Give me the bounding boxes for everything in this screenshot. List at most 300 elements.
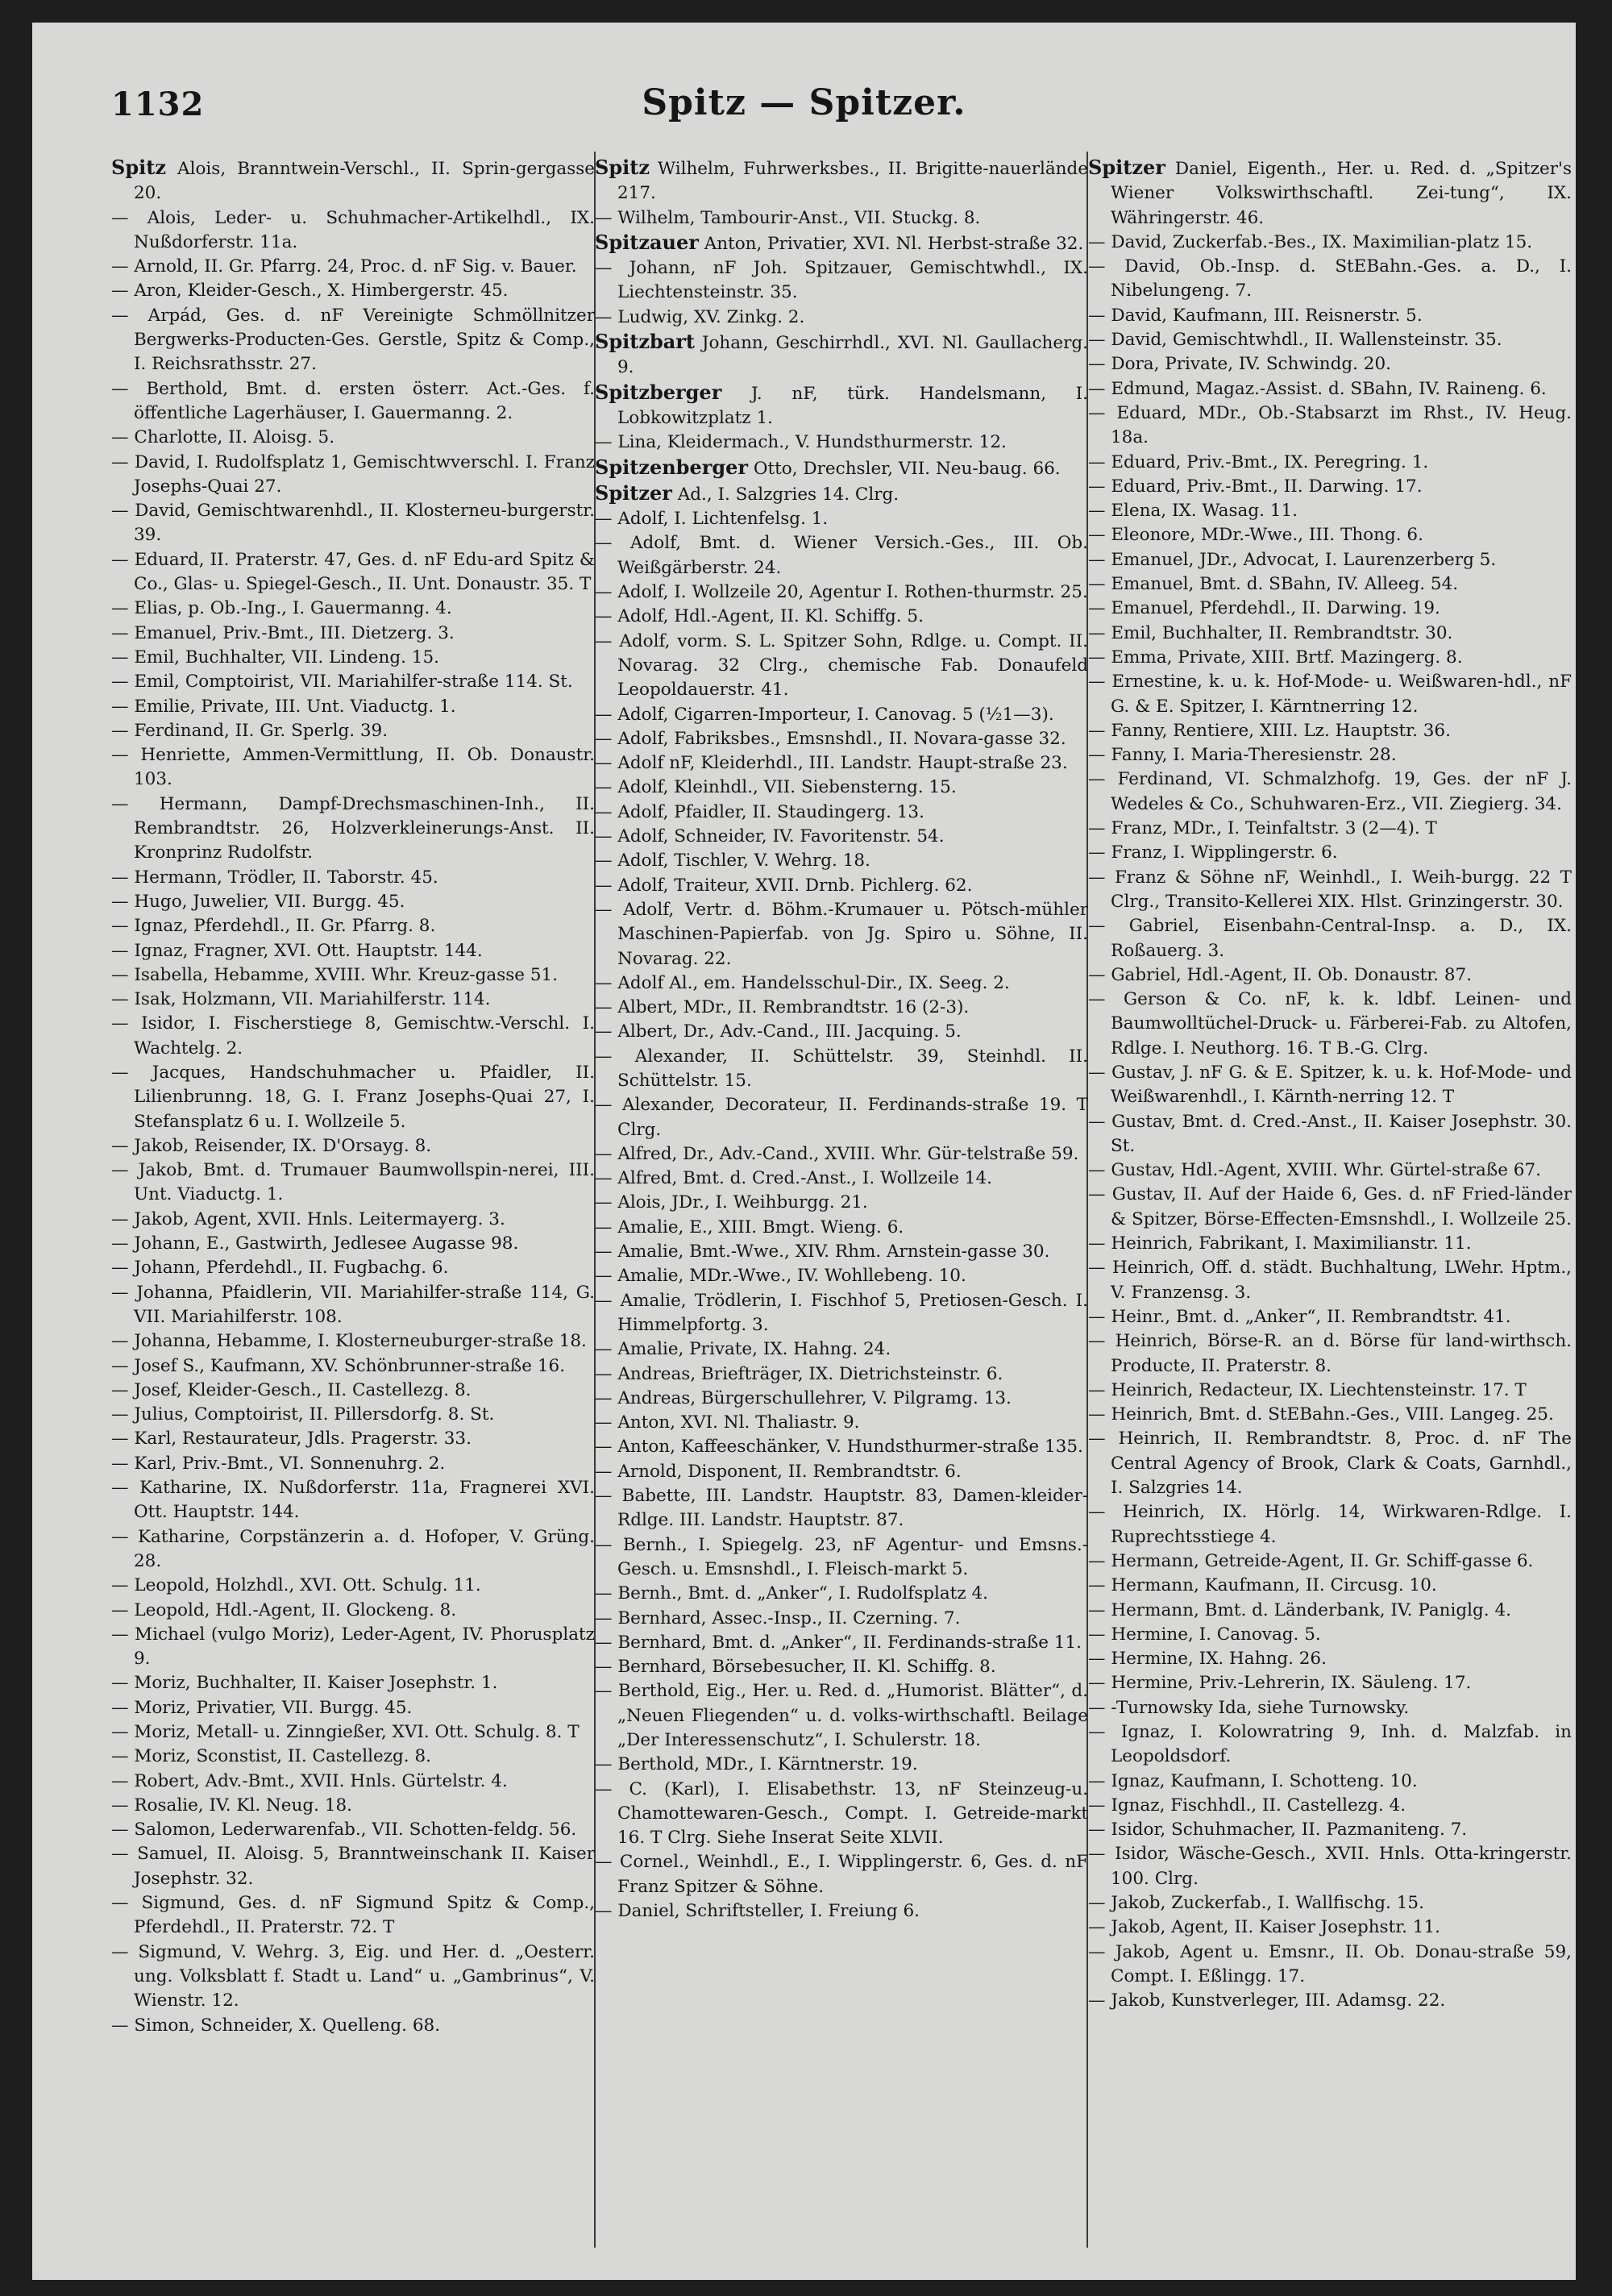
directory-entry: [595, 1631, 1088, 1655]
entry-text: — Jakob, Bmt. d. Trumauer Baumwollspin-nerei, III. Unt. Viaductg. 1.: [111, 1160, 595, 1205]
entry-text: — Ferdinand, VI. Schmalzhofg. 19, Ges. der nF J. Wedeles & Co., Schuhwaren-Erz., VII. Ziegierg. 34.: [1088, 769, 1572, 814]
directory-entry: [1088, 1329, 1572, 1379]
entry-text: — Hermann, Bmt. d. Länderbank, IV. Paniglg. 4.: [1088, 1599, 1511, 1620]
directory-entry: [111, 866, 595, 890]
entry-text: — Katharine, IX. Nußdorferstr. 11a, Fragnerei XVI. Ott. Hauptstr. 144.: [111, 1478, 595, 1523]
entry-text: — Arpád, Ges. d. nF Vereinigte Schmöllnitzer Bergwerks-Producten-Ges. Gerstle, Spitz & Comp., I. Reichsrathsstr. 27.: [111, 305, 595, 375]
entry-text: — Karl, Restaurateur, Jdls. Pragerstr. 33.: [111, 1429, 472, 1450]
directory-entry: [111, 988, 595, 1012]
directory-entry: [1088, 377, 1572, 401]
directory-entry: [1088, 963, 1572, 988]
entry-text: — Ferdinand, II. Gr. Sperlg. 39.: [111, 720, 388, 741]
directory-entry: [1088, 1256, 1572, 1305]
entry-text: — Hermine, Priv.-Lehrerin, IX. Säuleng. 17.: [1088, 1673, 1472, 1694]
directory-entry: [595, 898, 1088, 971]
entry-text: — -Turnowsky Ida, siehe Turnowsky.: [1088, 1697, 1410, 1718]
directory-entry: [111, 1818, 595, 1842]
directory-entry: [111, 304, 595, 377]
entry-text: — Johann, E., Gastwirth, Jedlesee Augasse 98.: [111, 1233, 519, 1254]
entry-text: — Heinrich, Börse-R. an d. Börse für land-wirthsch. Producte, II. Praterstr. 8.: [1088, 1331, 1572, 1376]
entry-text: — Gabriel, Eisenbahn-Central-Insp. a. D., IX. Roßauerg. 3.: [1088, 916, 1572, 961]
entry-text: — Charlotte, II. Aloisg. 5.: [111, 427, 335, 448]
entry-text: — Johann, Pferdehdl., II. Fugbachg. 6.: [111, 1258, 449, 1279]
entry-text: — David, Kaufmann, III. Reisnerstr. 5.: [1088, 305, 1423, 326]
directory-entry: [595, 206, 1088, 231]
directory-entry: [1088, 767, 1572, 817]
directory-entry: [111, 1671, 595, 1695]
entry-text: — Jakob, Kunstverleger, III. Adamsg. 22.: [1088, 1990, 1446, 2011]
entry-text: — Adolf, Kleinhdl., VII. Siebensterng. 15.: [595, 777, 957, 798]
directory-entry: [595, 874, 1088, 898]
entry-text: — Leopold, Hdl.-Agent, II. Glockeng. 8.: [111, 1599, 457, 1620]
entry-text: — Dora, Private, IV. Schwindg. 20.: [1088, 354, 1391, 375]
directory-entry: [111, 255, 595, 279]
entry-text: — Ernestine, k. u. k. Hof-Mode- u. Weißwaren-hdl., nF G. & E. Spitzer, I. Kärntnerring 12.: [1088, 672, 1572, 717]
entry-text: — Bernhard, Bmt. d. „Anker“, II. Ferdinands-straße 11.: [595, 1632, 1082, 1653]
directory-entry: [111, 1134, 595, 1158]
directory-entry: [111, 451, 595, 500]
entry-text: — Eduard, Priv.-Bmt., II. Darwing. 17.: [1088, 476, 1423, 497]
directory-entry: [595, 1460, 1088, 1484]
entry-text: — Isidor, Wäsche-Gesch., XVII. Hnls. Otta-kringerstr. 100. Clrg.: [1088, 1844, 1572, 1889]
entry-text: — Gustav, Hdl.-Agent, XVIII. Whr. Gürtel-straße 67.: [1088, 1160, 1541, 1181]
entry-text: — Adolf, Pfaidler, II. Staudingerg. 13.: [595, 801, 924, 822]
directory-entry: [111, 426, 595, 450]
directory-entry: [1088, 523, 1572, 547]
directory-entry: [111, 377, 595, 426]
directory-entry: [111, 597, 595, 621]
directory-entry: [1088, 866, 1572, 915]
entry-text: — Adolf, I. Wollzeile 20, Agentur I. Rothen-thurmstr. 25.: [595, 582, 1088, 603]
directory-entry: [595, 381, 1088, 431]
directory-entry: [1088, 1891, 1572, 1915]
entry-text: Anton, Privatier, XVI. Nl. Herbst-straße 32.: [698, 233, 1084, 254]
directory-entry: [1088, 1574, 1572, 1598]
entry-text: — Moriz, Privatier, VII. Burgg. 45.: [111, 1697, 413, 1718]
directory-entry: [1088, 255, 1572, 304]
entry-text: — Ignaz, Pferdehdl., II. Gr. Pfarrg. 8.: [111, 916, 436, 937]
directory-entry: [595, 1850, 1088, 1899]
directory-entry: [1088, 646, 1572, 670]
directory-entry: [595, 430, 1088, 455]
directory-entry: [595, 1362, 1088, 1387]
directory-entry: [595, 849, 1088, 873]
entry-text: — C. (Karl), I. Elisabethstr. 13, nF Steinzeug-u. Chamottewaren-Gesch., Compt. I. Getreide-markt 16. T Clrg. Siehe Inserat Seite XLVII.: [595, 1778, 1088, 1849]
entry-text: — Franz & Söhne nF, Weinhdl., I. Weih-burgg. 22 T Clrg., Transito-Kellerei XIX. Hlst. Grinzingerstr. 30.: [1088, 867, 1572, 912]
directory-entry: [595, 630, 1088, 703]
directory-entry: [111, 1452, 595, 1476]
entry-text: — Babette, III. Landstr. Hauptstr. 83, Damen-kleider-Rdlge. III. Landstr. Hauptstr. 87.: [595, 1486, 1088, 1531]
entry-text: — Aron, Kleider-Gesch., X. Himbergerstr. 45.: [111, 281, 509, 302]
directory-entry: [1088, 548, 1572, 572]
directory-entry: [1088, 231, 1572, 255]
entry-text: — Johanna, Hebamme, I. Klosterneuburger-straße 18.: [111, 1331, 587, 1352]
directory-entry: [595, 1240, 1088, 1264]
directory-entry: [595, 1289, 1088, 1338]
directory-entry: [111, 1232, 595, 1256]
directory-entry: [111, 743, 595, 792]
directory-entry: [595, 1582, 1088, 1606]
entry-text: — Adolf, Schneider, IV. Favoritenstr. 54.: [595, 826, 945, 847]
entry-text: — Amalie, Private, IX. Hahng. 24.: [595, 1339, 891, 1360]
entry-text: — Hermine, IX. Hahng. 26.: [1088, 1649, 1327, 1670]
entry-text: — Berthold, MDr., I. Kärntnerstr. 19.: [595, 1754, 918, 1775]
directory-entry: [1088, 719, 1572, 743]
directory-entry: [1088, 988, 1572, 1061]
entry-text: — Alexander, Decorateur, II. Ferdinands-straße 19. T Clrg.: [595, 1095, 1088, 1140]
entry-text: — Michael (vulgo Moriz), Leder-Agent, IV. Phorusplatz 9.: [111, 1624, 595, 1670]
directory-entry: [1088, 817, 1572, 841]
entry-text: — Jakob, Zuckerfab., I. Wallfischg. 15.: [1088, 1893, 1424, 1914]
directory-entry: [595, 751, 1088, 776]
directory-entry: [595, 1020, 1088, 1044]
directory-entry: [1088, 622, 1572, 646]
directory-entry: [1088, 1818, 1572, 1842]
directory-entry: [595, 1191, 1088, 1215]
directory-entry: [1088, 1403, 1572, 1427]
entry-text: — Julius, Comptoirist, II. Pillersdorfg. 8. St.: [111, 1404, 495, 1425]
entry-text: — Adolf, Bmt. d. Wiener Versich.-Ges., III. Ob. Weißgärberstr. 24.: [595, 533, 1088, 578]
page-number: 1132: [111, 85, 205, 123]
directory-entry: [1088, 499, 1572, 523]
directory-entry: [595, 1045, 1088, 1094]
entry-text: — Emanuel, Bmt. d. SBahn, IV. Alleeg. 54.: [1088, 574, 1459, 595]
directory-entry: [111, 1281, 595, 1330]
entry-text: — Heinrich, Off. d. städt. Buchhaltung, LWehr. Hptm., V. Franzensg. 3.: [1088, 1258, 1572, 1303]
entry-text: — Ignaz, Kaufmann, I. Schotteng. 10.: [1088, 1770, 1418, 1791]
entry-text: — Sigmund, Ges. d. nF Sigmund Spitz & Comp., Pferdehdl., II. Praterstr. 72. T: [111, 1893, 595, 1938]
entry-text: — Adolf, Vertr. d. Böhm.-Krumauer u. Pötsch-mühler Maschinen-Papierfab. von Jg. Spiro u. Söhne, II. Novarag. 22.: [595, 899, 1088, 969]
directory-entry: [1088, 1647, 1572, 1671]
directory-entry: [1088, 156, 1572, 231]
entry-text: — Josef S., Kaufmann, XV. Schönbrunner-straße 16.: [111, 1355, 566, 1376]
entry-text: — Jacques, Handschuhmacher u. Pfaidler, II. Lilienbrunng. 18, G. I. Franz Josephs-Quai 27, I. Stefansplatz 6 u. I. Wollzeile 5.: [111, 1062, 595, 1132]
directory-entry: [111, 1476, 595, 1525]
directory-entry: [1088, 328, 1572, 352]
entry-text: — Bernhard, Assec.-Insp., II. Czerning. 7.: [595, 1608, 961, 1628]
directory-entry: [111, 939, 595, 963]
directory-entry: [595, 727, 1088, 751]
directory-entry: [111, 914, 595, 938]
directory-entry: [111, 156, 595, 206]
entry-text: Ad., I. Salzgries 14. Clrg.: [671, 484, 899, 505]
entry-text: — Arnold, II. Gr. Pfarrg. 24, Proc. d. nF Sig. v. Bauer.: [111, 256, 577, 277]
column-2: [595, 156, 1088, 2260]
surname-heading: Spitzberger: [595, 380, 722, 404]
column-1: [111, 156, 595, 2260]
directory-entry: [1088, 1915, 1572, 1940]
directory-entry: [1088, 451, 1572, 475]
entry-text: — Amalie, Bmt.-Wwe., XIV. Rhm. Arnstein-gasse 30.: [595, 1242, 1050, 1262]
entry-text: — Andreas, Briefträger, IX. Dietrichsteinstr. 6.: [595, 1363, 1003, 1384]
entry-text: — Emil, Comptoirist, VII. Mariahilfer-straße 114. St.: [111, 672, 573, 693]
entry-text: — Rosalie, IV. Kl. Neug. 18.: [111, 1795, 353, 1816]
entry-text: — Isidor, Schuhmacher, II. Pazmaniteng. 7.: [1088, 1820, 1468, 1841]
directory-entry: [595, 776, 1088, 800]
directory-entry: [111, 499, 595, 548]
entry-text: — Hermann, Kaufmann, II. Circusg. 10.: [1088, 1575, 1437, 1596]
directory-entry: [595, 231, 1088, 256]
directory-entry: [595, 1435, 1088, 1459]
surname-heading: Spitzer: [595, 480, 672, 505]
entry-text: — Emanuel, JDr., Advocat, I. Laurenzerberg 5.: [1088, 549, 1497, 570]
entry-text: — Heinr., Bmt. d. „Anker“, II. Rembrandtstr. 41.: [1088, 1306, 1511, 1327]
entry-text: — Ludwig, XV. Zinkg. 2.: [595, 306, 805, 327]
directory-entry: [1088, 1770, 1572, 1794]
directory-entry: [595, 256, 1088, 306]
directory-entry: [111, 1208, 595, 1232]
entry-text: — Alexander, II. Schüttelstr. 39, Steinhdl. II. Schüttelstr. 15.: [595, 1046, 1088, 1091]
directory-entry: [1088, 1671, 1572, 1695]
directory-entry: [111, 206, 595, 256]
entry-text: — Adolf, Fabriksbes., Emsnshdl., II. Novara-gasse 32.: [595, 728, 1066, 749]
entry-text: — Albert, MDr., II. Rembrandtstr. 16 (2-3).: [595, 997, 970, 1018]
directory-entry: [111, 1745, 595, 1769]
directory-entry: [111, 1696, 595, 1720]
entry-text: — Lina, Kleidermach., V. Hundsthurmerstr. 12.: [595, 432, 1007, 453]
entry-text: — Bernh., I. Spiegelg. 23, nF Agentur- und Emsns.-Gesch. u. Emsnshdl., I. Fleisch-markt 5.: [595, 1534, 1088, 1579]
entry-text: — Isabella, Hebamme, XVIII. Whr. Kreuz-gasse 51.: [111, 964, 559, 985]
entry-text: — Heinrich, II. Rembrandtstr. 8, Proc. d. nF The Central Agency of Brook, Clark & Coats, Garnhdl., I. Salzgries 14.: [1088, 1429, 1572, 1499]
entry-text: — Emanuel, Pferdehdl., II. Darwing. 19.: [1088, 598, 1440, 619]
directory-entry: [111, 1770, 595, 1794]
directory-entry: [111, 1427, 595, 1451]
directory-entry: [595, 605, 1088, 629]
entry-text: — Daniel, Schriftsteller, I. Freiung 6.: [595, 1901, 920, 1922]
entry-text: — Simon, Schneider, X. Quelleng. 68.: [111, 2015, 441, 2036]
entry-text: — Emilie, Private, III. Unt. Viaductg. 1.: [111, 696, 456, 717]
directory-entry: [1088, 841, 1572, 865]
entry-text: — Johann, nF Joh. Spitzauer, Gemischtwhdl., IX. Liechtensteinstr. 35.: [595, 258, 1088, 303]
entry-text: — Adolf Al., em. Handelsschul-Dir., IX. Seeg. 2.: [595, 972, 1010, 993]
entry-text: — Adolf, vorm. S. L. Spitzer Sohn, Rdlge. u. Compt. II. Novarag. 32 Clrg., chemische Fab. Donaufeld Leopoldauerstr. 41.: [595, 630, 1088, 701]
directory-entry: [595, 1264, 1088, 1288]
directory-entry: [1088, 1599, 1572, 1623]
entry-text: — Bernhard, Börsebesucher, II. Kl. Schiffg. 8.: [595, 1657, 996, 1678]
directory-entry: [111, 279, 595, 303]
entry-text: — Gerson & Co. nF, k. k. ldbf. Leinen- und Baumwolltüchel-Druck- u. Färberei-Fab. zu Altofen, Rdlge. I. Neuthorg. 16. T B.-G. Clrg.: [1088, 989, 1572, 1059]
entry-text: — Bernh., Bmt. d. „Anker“, I. Rudolfsplatz 4.: [595, 1583, 989, 1604]
surname-heading: Spitzauer: [595, 230, 699, 254]
entry-text: — Robert, Adv.-Bmt., XVII. Hnls. Gürtelstr. 4.: [111, 1770, 508, 1791]
directory-entry: [111, 1720, 595, 1745]
directory-entry: [595, 801, 1088, 825]
directory-entry: [111, 548, 595, 597]
directory-entry: [1088, 1794, 1572, 1818]
entry-text: — Anton, XVI. Nl. Thaliastr. 9.: [595, 1412, 860, 1433]
directory-entry: [111, 792, 595, 866]
entry-text: — Amalie, Trödlerin, I. Fischhof 5, Pretiosen-Gesch. I. Himmelpfortg. 3.: [595, 1290, 1088, 1335]
entry-text: — David, Gemischtwarenhdl., II. Klosterneu-burgerstr. 39.: [111, 501, 595, 546]
directory-entry: [1088, 1720, 1572, 1770]
entry-text: — Cornel., Weinhdl., E., I. Wipplingerstr. 6, Ges. d. nF Franz Spitzer & Söhne.: [595, 1852, 1088, 1897]
entry-text: — Adolf nF, Kleiderhdl., III. Landstr. Haupt-straße 23.: [595, 753, 1068, 774]
directory-entry: [595, 1484, 1088, 1533]
entry-text: — Elena, IX. Wasag. 11.: [1088, 501, 1298, 522]
entry-text: — Moriz, Buchhalter, II. Kaiser Josephstr. 1.: [111, 1673, 498, 1694]
entry-text: — Moriz, Metall- u. Zinngießer, XVI. Ott. Schulg. 8. T: [111, 1722, 580, 1742]
entry-text: — Andreas, Bürgerschullehrer, V. Pilgramg. 13.: [595, 1387, 1012, 1408]
entry-text: — Berthold, Bmt. d. ersten österr. Act.-Ges. f. öffentliche Lagerhäuser, I. Gauermanng. 2.: [111, 378, 595, 423]
directory-entry: [1088, 1623, 1572, 1647]
entry-text: — Gabriel, Hdl.-Agent, II. Ob. Donaustr. 87.: [1088, 964, 1473, 985]
entry-text: — Karl, Priv.-Bmt., VI. Sonnenuhrg. 2.: [111, 1453, 446, 1474]
directory-entry: [111, 670, 595, 694]
entry-text: — Moriz, Sconstist, II. Castellezg. 8.: [111, 1746, 431, 1767]
directory-entry: [111, 1012, 595, 1061]
directory-entry: [595, 481, 1088, 507]
directory-entry: [1088, 1500, 1572, 1549]
entry-text: — Eduard, MDr., Ob.-Stabsarzt im Rhst., IV. Heug. 18a.: [1088, 402, 1572, 448]
entry-text: — Jakob, Agent, XVII. Hnls. Leitermayerg. 3.: [111, 1208, 505, 1229]
entry-text: — Gustav, II. Auf der Haide 6, Ges. d. nF Fried-länder & Spitzer, Börse-Effecten-Emsnshdl., I. Wollzeile 25.: [1088, 1184, 1572, 1229]
directory-entry: [1088, 1110, 1572, 1159]
entry-text: — Amalie, E., XIII. Bmgt. Wieng. 6.: [595, 1217, 904, 1237]
directory-entry: [595, 531, 1088, 580]
entry-text: Wilhelm, Fuhrwerksbes., II. Brigitte-nauerlände 217.: [617, 159, 1088, 204]
directory-entry: [111, 1379, 595, 1403]
directory-entry: [111, 1842, 595, 1891]
directory-entry: [595, 1607, 1088, 1631]
entry-text: — Emma, Private, XIII. Brtf. Mazingerg. 8.: [1088, 647, 1463, 668]
entry-text: — Josef, Kleider-Gesch., II. Castellezg. 8.: [111, 1379, 472, 1400]
directory-entry: [111, 963, 595, 988]
directory-entry: [111, 646, 595, 670]
entry-text: — David, Ob.-Insp. d. StEBahn.-Ges. a. D., I. Nibelungeng. 7.: [1088, 256, 1572, 302]
directory-entry: [595, 455, 1088, 481]
entry-text: — Adolf, Traiteur, XVII. Drnb. Pichlerg. 62.: [595, 875, 973, 896]
entry-text: — Franz, I. Wipplingerstr. 6.: [1088, 842, 1338, 863]
entry-text: — Heinrich, Fabrikant, I. Maximilianstr. 11.: [1088, 1233, 1472, 1254]
directory-entry: [111, 1061, 595, 1134]
directory-entry: [595, 1899, 1088, 1924]
entry-text: — Gustav, Bmt. d. Cred.-Anst., II. Kaiser Josephstr. 30. St.: [1088, 1111, 1572, 1156]
directory-entry: [1088, 1427, 1572, 1500]
directory-entry: [1088, 1549, 1572, 1574]
entry-text: — Katharine, Corpstänzerin a. d. Hofoper, V. Grüng. 28.: [111, 1526, 595, 1571]
directory-entry: [595, 1387, 1088, 1411]
entry-text: — Leopold, Holzhdl., XVI. Ott. Schulg. 11.: [111, 1575, 481, 1596]
directory-entry: [111, 1599, 595, 1623]
directory-entry: [595, 1216, 1088, 1240]
entry-text: — Salomon, Lederwarenfab., VII. Schotten-feldg. 56.: [111, 1820, 577, 1841]
directory-entry: [595, 1337, 1088, 1362]
entry-text: — Arnold, Disponent, II. Rembrandtstr. 6.: [595, 1461, 962, 1482]
entry-text: — Heinrich, IX. Hörlg. 14, Wirkwaren-Rdlge. I. Ruprechtsstiege 4.: [1088, 1502, 1572, 1547]
entry-text: — Adolf, Cigarren-Importeur, I. Canovag. 5 (½1—3).: [595, 704, 1054, 725]
entry-text: — David, Gemischtwhdl., II. Wallensteinstr. 35.: [1088, 330, 1502, 351]
surname-heading: Spitzer: [1088, 156, 1165, 179]
directory-entry: [111, 1403, 595, 1427]
entry-text: Johann, Geschirrhdl., XVI. Nl. Gaullacherg. 9.: [617, 333, 1088, 378]
entry-text: — Johanna, Pfaidlerin, VII. Mariahilfer-straße 114, G. VII. Mariahilferstr. 108.: [111, 1282, 595, 1327]
directory-entry: [595, 996, 1088, 1020]
entry-text: — Hermine, I. Canovag. 5.: [1088, 1624, 1321, 1645]
directory-entry: [595, 1167, 1088, 1191]
directory-entry: [1088, 1158, 1572, 1183]
directory-entry: [595, 1142, 1088, 1167]
directory-entry: [1088, 1940, 1572, 1990]
entry-text: — Anton, Kaffeeschänker, V. Hundsthurmer-straße 135.: [595, 1437, 1083, 1458]
surname-heading: Spitz: [595, 156, 650, 179]
directory-entry: [595, 580, 1088, 605]
entry-text: — Isidor, I. Fischerstiege 8, Gemischtw.-Verschl. I. Wachtelg. 2.: [111, 1013, 595, 1059]
entry-text: — Edmund, Magaz.-Assist. d. SBahn, IV. Raineng. 6.: [1088, 378, 1547, 399]
directory-entry: [111, 622, 595, 646]
entry-text: — Heinrich, Bmt. d. StEBahn.-Ges., VIII. Langeg. 25.: [1088, 1404, 1554, 1425]
directory-entry: [111, 2014, 595, 2038]
entry-text: — Jakob, Agent, II. Kaiser Josephstr. 11.: [1088, 1917, 1441, 1938]
directory-entry: [1088, 1183, 1572, 1232]
directory-entry: [595, 971, 1088, 996]
directory-entry: [111, 1256, 595, 1280]
entry-text: — Eleonore, MDr.-Wwe., III. Thong. 6.: [1088, 525, 1423, 546]
entry-text: — Berthold, Eig., Her. u. Red. d. „Humorist. Blätter“, d. „Neuen Fliegenden“ u. d. volks-wirthschaftl. Beilage „Der Interessenschutz“, I. Schulerstr. 18.: [595, 1681, 1088, 1750]
directory-entry: [595, 1655, 1088, 1679]
page-header: [32, 82, 1576, 134]
directory-entry: [1088, 401, 1572, 451]
surname-heading: Spitzenberger: [595, 455, 749, 479]
entry-text: — Fanny, I. Maria-Theresienstr. 28.: [1088, 745, 1397, 766]
directory-entry: [1088, 1305, 1572, 1329]
entry-text: — Ignaz, Fragner, XVI. Ott. Hauptstr. 144.: [111, 940, 483, 961]
directory-entry: [1088, 670, 1572, 719]
directory-entry: [1088, 1696, 1572, 1720]
entry-text: — Isak, Holzmann, VII. Mariahilferstr. 114.: [111, 989, 491, 1010]
entry-text: — Jakob, Agent u. Emsnr., II. Ob. Donau-straße 59, Compt. I. Eßlingg. 17.: [1088, 1941, 1572, 1986]
surname-heading: Spitzbart: [595, 330, 696, 354]
directory-entry: [1088, 1989, 1572, 2013]
directory-entry: [1088, 1379, 1572, 1403]
entry-text: — Fanny, Rentiere, XIII. Lz. Hauptstr. 36.: [1088, 720, 1451, 741]
directory-entry: [111, 1574, 595, 1598]
entry-text: — Albert, Dr., Adv.-Cand., III. Jacquing. 5.: [595, 1021, 962, 1042]
entry-text: — Hermann, Getreide-Agent, II. Gr. Schiff-gasse 6.: [1088, 1550, 1534, 1571]
entry-text: — Samuel, II. Aloisg. 5, Branntweinschank II. Kaiser Josephstr. 32.: [111, 1844, 595, 1889]
directory-entry: [1088, 743, 1572, 767]
directory-entry: [111, 1623, 595, 1672]
entry-text: — Emil, Buchhalter, II. Rembrandtstr. 30.: [1088, 622, 1453, 643]
running-title: Spitz — Spitzer.: [642, 82, 966, 123]
entry-text: — Jakob, Reisender, IX. D'Orsayg. 8.: [111, 1135, 432, 1156]
directory-entry: [595, 1753, 1088, 1777]
entry-text: Otto, Drechsler, VII. Neu-baug. 66.: [748, 458, 1061, 479]
entry-text: — Adolf, I. Lichtenfelsg. 1.: [595, 509, 829, 530]
entry-text: — Wilhelm, Tambourir-Anst., VII. Stuckg. 8.: [595, 207, 981, 228]
entry-text: Alois, Branntwein-Verschl., II. Sprin-gergasse 20.: [134, 159, 595, 204]
directory-entry: [111, 1794, 595, 1818]
directory-entry: [595, 507, 1088, 531]
directory-entry: [595, 330, 1088, 381]
directory-page: [32, 23, 1576, 2280]
directory-entry: [595, 1533, 1088, 1583]
entry-text: J. nF, türk. Handelsmann, I. Lobkowitzplatz 1.: [617, 383, 1088, 428]
entry-text: — Eduard, II. Praterstr. 47, Ges. d. nF Edu-ard Spitz & Co., Glas- u. Spiegel-Gesch., II. Unt. Donaustr. 35. T: [111, 549, 595, 595]
directory-entry: [595, 156, 1088, 206]
directory-entry: [595, 306, 1088, 330]
entry-text: — Elias, p. Ob.-Ing., I. Gauermanng. 4.: [111, 598, 452, 619]
directory-entry: [1088, 914, 1572, 963]
directory-entry: [595, 1679, 1088, 1753]
entry-text: — Sigmund, V. Wehrg. 3, Eig. und Her. d. „Oesterr. ung. Volksblatt f. Stadt u. Land“ u. „Gambrinus“, V. Wienstr. 12.: [111, 1941, 595, 2011]
entry-text: — Hermann, Trödler, II. Taborstr. 45.: [111, 867, 438, 888]
directory-entry: [595, 1411, 1088, 1435]
entry-text: — Alfred, Dr., Adv.-Cand., XVIII. Whr. Gür-telstraße 59.: [595, 1143, 1079, 1164]
directory-entry: [595, 1093, 1088, 1142]
entry-text: — Hugo, Juwelier, VII. Burgg. 45.: [111, 891, 405, 912]
entry-text: — Franz, MDr., I. Teinfaltstr. 3 (2—4). T: [1088, 818, 1437, 839]
entry-text: — Alois, JDr., I. Weihburgg. 21.: [595, 1192, 868, 1213]
